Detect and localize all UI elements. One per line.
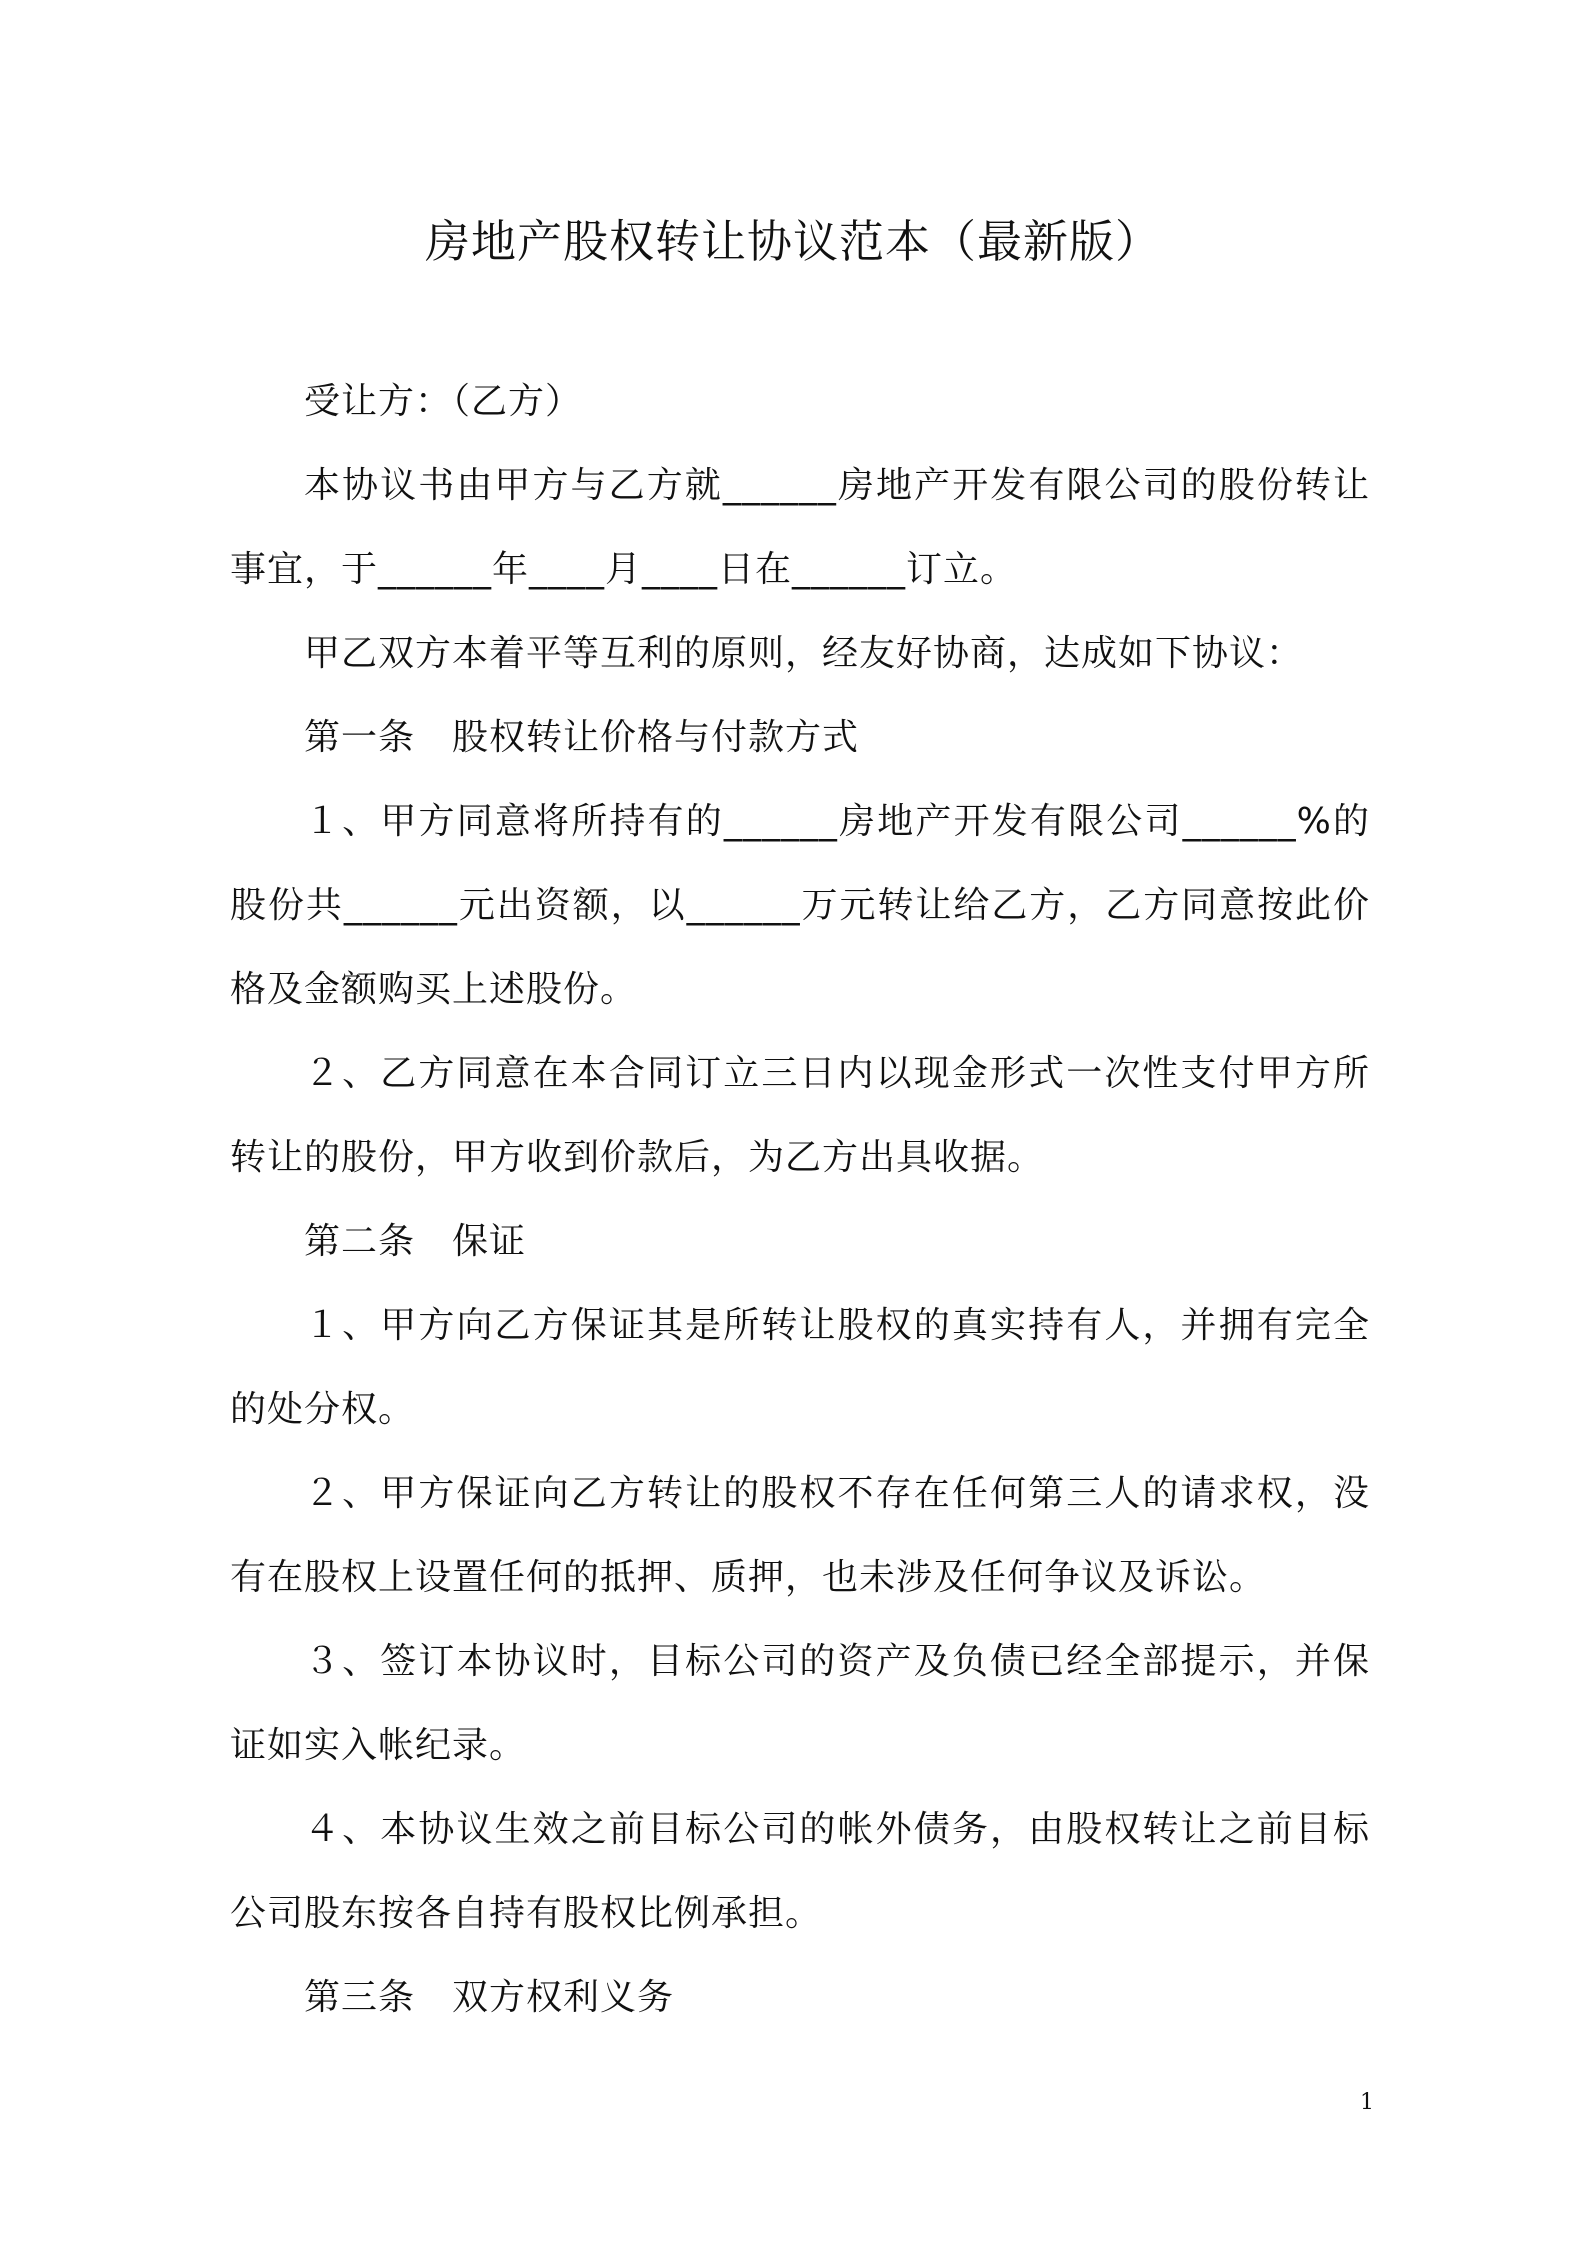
article-1-heading: 第一条 股权转让价格与付款方式 xyxy=(304,717,860,758)
document-body xyxy=(230,360,1370,2040)
transferee-line: 受让方：（乙方） xyxy=(304,381,583,422)
article-2-clause-3: ３、签订本协议时，目标公司的资产及负债已经全部提示，并保证如实入帐纪录。 xyxy=(230,1641,1370,1766)
principle-paragraph: 甲乙双方本着平等互利的原则，经友好协商，达成如下协议： xyxy=(304,633,1304,674)
document-title: 房地产股权转让协议范本（最新版） xyxy=(424,215,1161,268)
page-number: 1 xyxy=(1360,2090,1374,2115)
article-2-heading: 第二条 保证 xyxy=(304,1221,527,1262)
article-3-heading: 第三条 双方权利义务 xyxy=(304,1977,675,2018)
agreement-intro-paragraph: 本协议书由甲方与乙方就______房地产开发有限公司的股份转让事宜，于______年____月____日在______订立。 xyxy=(230,465,1370,590)
article-2-clause-1: １、甲方向乙方保证其是所转让股权的真实持有人，并拥有完全的处分权。 xyxy=(230,1305,1370,1430)
article-2-clause-4: ４、本协议生效之前目标公司的帐外债务，由股权转让之前目标公司股东按各自持有股权比例承担。 xyxy=(230,1809,1370,1934)
article-1-clause-2: ２、乙方同意在本合同订立三日内以现金形式一次性支付甲方所转让的股份，甲方收到价款后，为乙方出具收据。 xyxy=(230,1053,1370,1178)
article-2-clause-2: ２、甲方保证向乙方转让的股权不存在任何第三人的请求权，没有在股权上设置任何的抵押、质押，也未涉及任何争议及诉讼。 xyxy=(230,1473,1370,1598)
article-1-clause-1: １、甲方同意将所持有的______房地产开发有限公司______%的股份共______元出资额，以______万元转让给乙方，乙方同意按此价格及金额购买上述股份。 xyxy=(230,801,1370,1010)
